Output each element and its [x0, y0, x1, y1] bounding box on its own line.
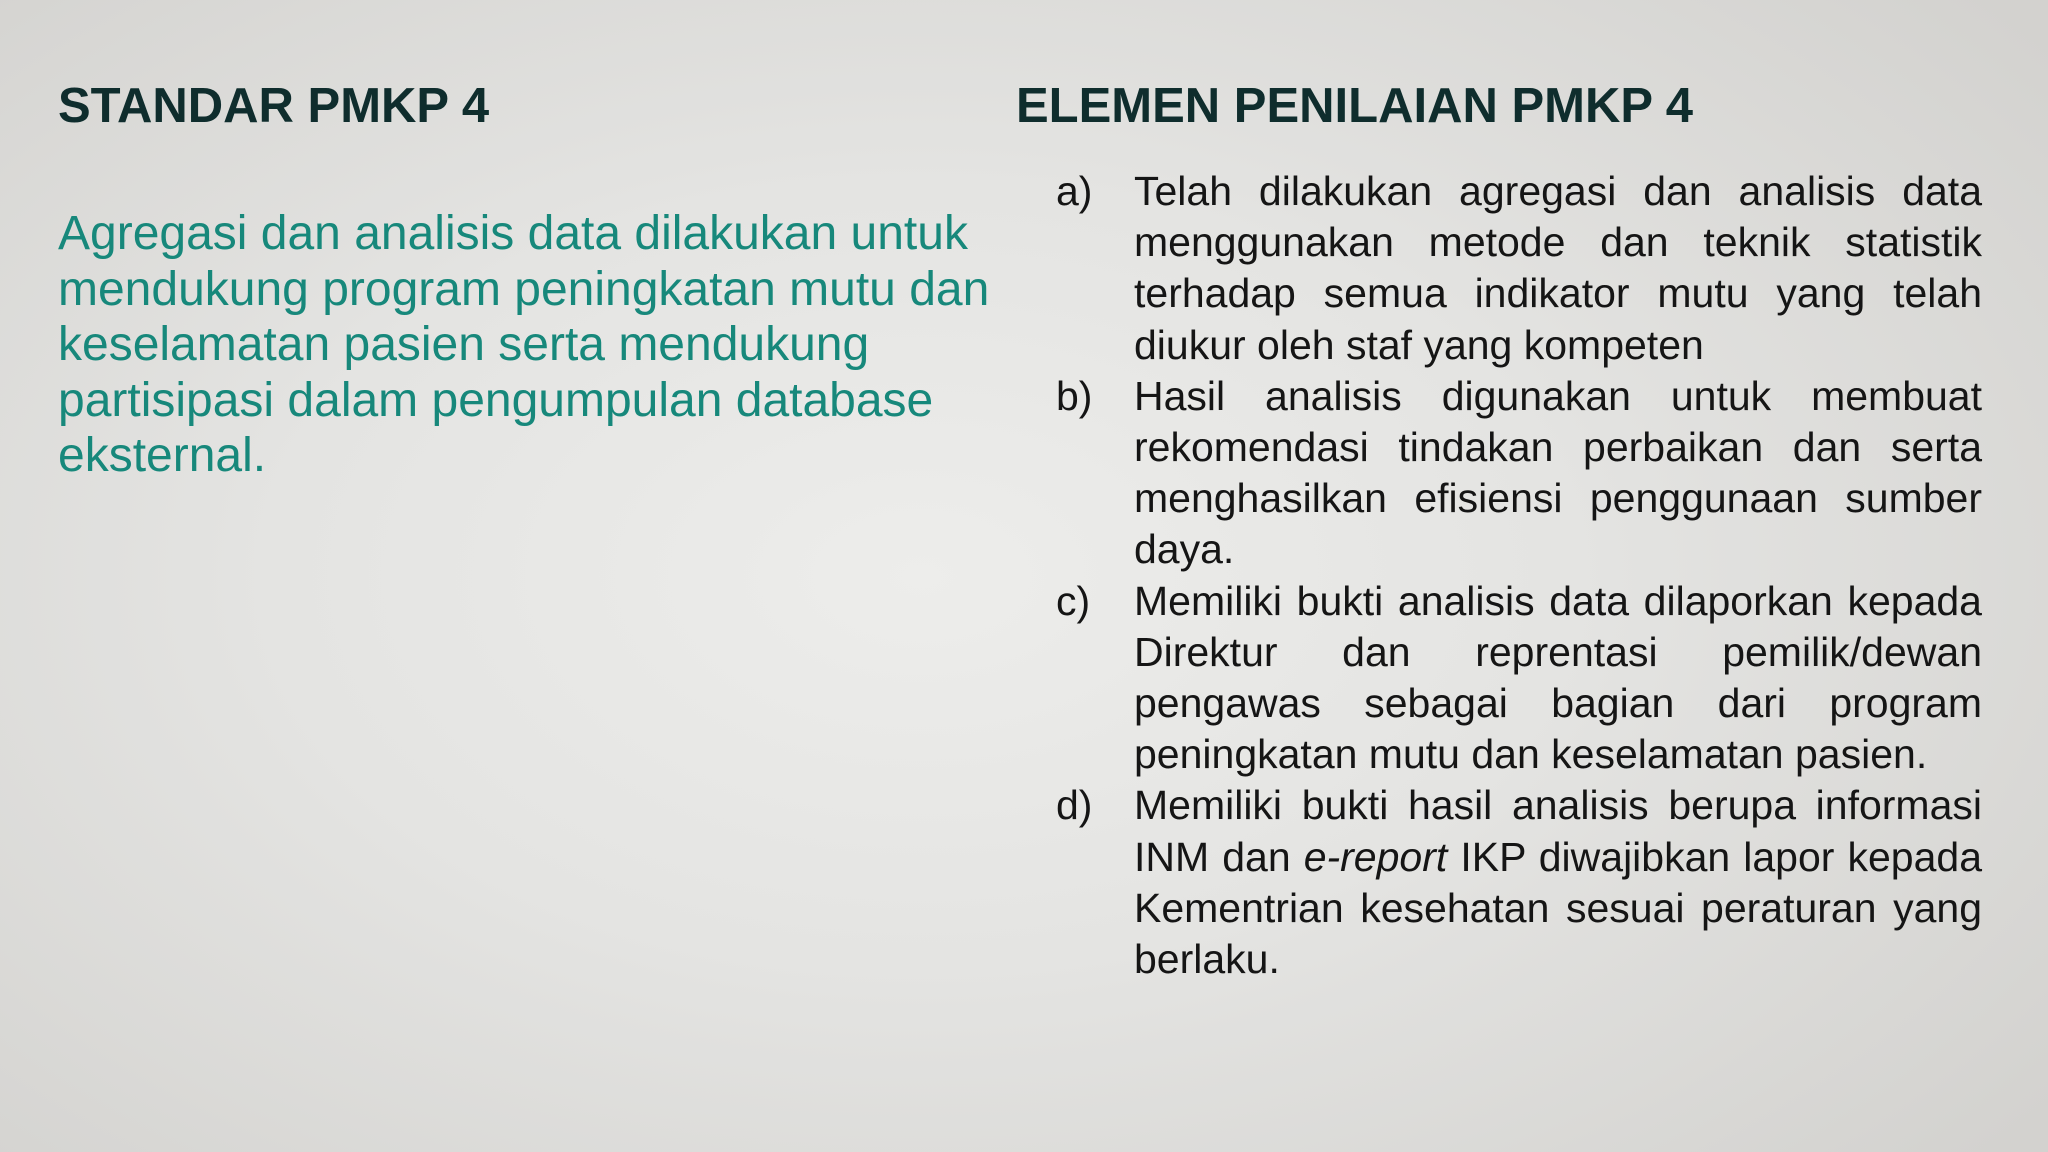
list-marker: b) [1056, 372, 1093, 419]
standard-description: Agregasi dan analisis data dilakukan untuk mendukung program peningkatan mutu dan keselamatan pasien serta mendukung partisipasi dalam pengumpulan database eksternal. [58, 207, 990, 482]
assessment-element-text [1134, 780, 1982, 985]
list-marker: c) [1056, 577, 1091, 624]
assessment-element-b [1056, 371, 1982, 576]
list-marker: d) [1056, 782, 1093, 829]
assessment-elements-heading: ELEMEN PENILAIAN PMKP 4 [1016, 79, 1694, 133]
list-marker: a) [1056, 168, 1093, 214]
assessment-element-d [1056, 780, 1982, 985]
assessment-element-text: Hasil analisis digunakan untuk membuat rekomendasi tindakan perbaikan dan serta menghasilkan efisiensi penggunaan sumber daya. [1134, 372, 1982, 573]
assessment-element-text: Telah dilakukan agregasi dan analisis data menggunakan metode dan teknik statistik terhadap semua indikator mutu yang telah diukur oleh staf yang kompeten [1134, 168, 1982, 368]
text-segment: IKP diwajibkan lapor kepada Kementrian kesehatan sesuai peraturan yang berlaku. [1134, 833, 1982, 983]
e-report-term: e-report [1303, 833, 1448, 880]
assessment-element-a [1056, 166, 1982, 371]
assessment-element-text: Memiliki bukti analisis data dilaporkan kepada Direktur dan reprentasi pemilik/dewan pengawas sebagai bagian dari program peningkatan mutu dan keselamatan pasien. [1134, 577, 1982, 778]
standard-heading: STANDAR PMKP 4 [58, 79, 490, 133]
assessment-element-c [1056, 576, 1982, 781]
assessment-elements-list [1056, 166, 1982, 985]
text-segment: Memiliki bukti hasil analisis berupa informasi INM dan [1134, 782, 1982, 880]
